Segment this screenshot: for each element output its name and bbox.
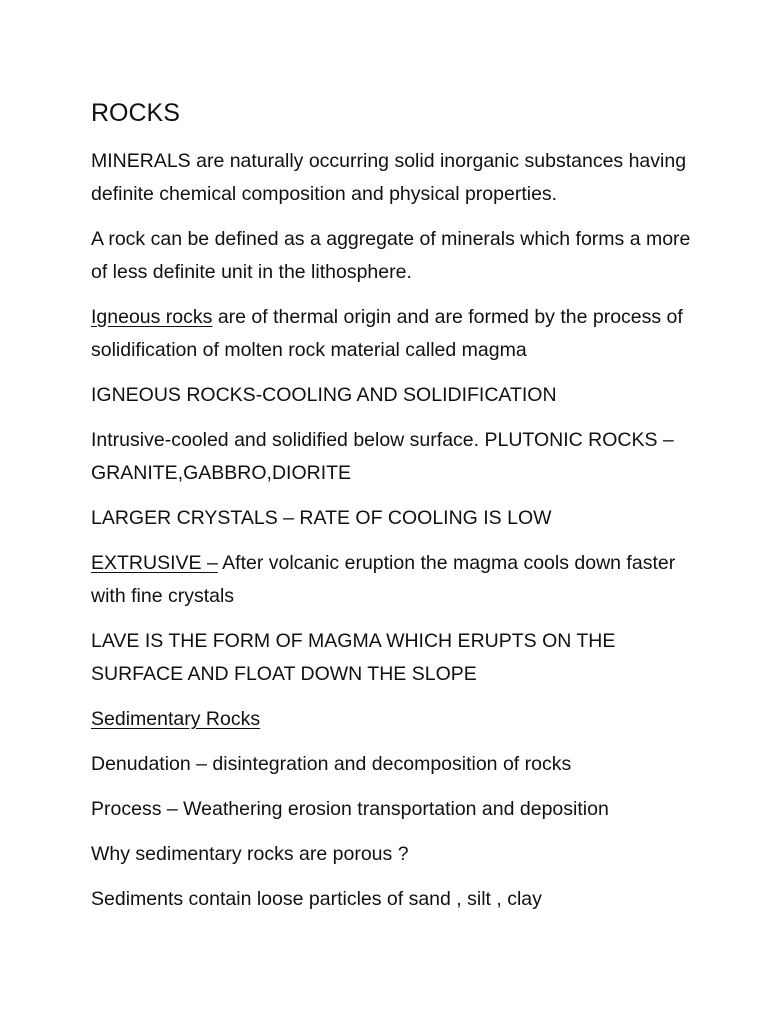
paragraph-minerals: MINERALS are naturally occurring solid inorganic substances having definite chemical composition and physical properties. (91, 150, 687, 205)
heading-igneous-cooling: IGNEOUS ROCKS-COOLING AND SOLIDIFICATION (91, 384, 557, 406)
heading-sedimentary-rocks: Sedimentary Rocks (91, 708, 261, 730)
igneous-rocks-text: are of thermal origin and are formed by the process of solidification of molten rock material called magma (91, 306, 683, 361)
term-igneous-rocks: Igneous rocks (91, 306, 213, 328)
paragraph-porous-question: Why sedimentary rocks are porous ? (91, 843, 409, 865)
paragraph-rock-definition: A rock can be defined as a aggregate of minerals which forms a more of less definite unit in the lithosphere. (91, 228, 691, 283)
paragraph-igneous-rocks (91, 301, 708, 367)
paragraph-larger-crystals: LARGER CRYSTALS – RATE OF COOLING IS LOW (91, 507, 552, 529)
document-title: ROCKS (91, 99, 180, 127)
paragraph-lava: LAVE IS THE FORM OF MAGMA WHICH ERUPTS ON THE SURFACE AND FLOAT DOWN THE SLOPE (91, 630, 616, 685)
term-extrusive: EXTRUSIVE – (91, 552, 218, 574)
extrusive-text: After volcanic eruption the magma cools down faster with fine crystals (91, 552, 676, 607)
paragraph-denudation: Denudation – disintegration and decomposition of rocks (91, 753, 572, 775)
paragraph-intrusive: Intrusive-cooled and solidified below surface. PLUTONIC ROCKS – GRANITE,GABBRO,DIORITE (91, 429, 674, 484)
paragraph-extrusive (91, 547, 708, 613)
paragraph-process: Process – Weathering erosion transportation and deposition (91, 798, 609, 820)
paragraph-sediments: Sediments contain loose particles of sand , silt , clay (91, 888, 542, 910)
